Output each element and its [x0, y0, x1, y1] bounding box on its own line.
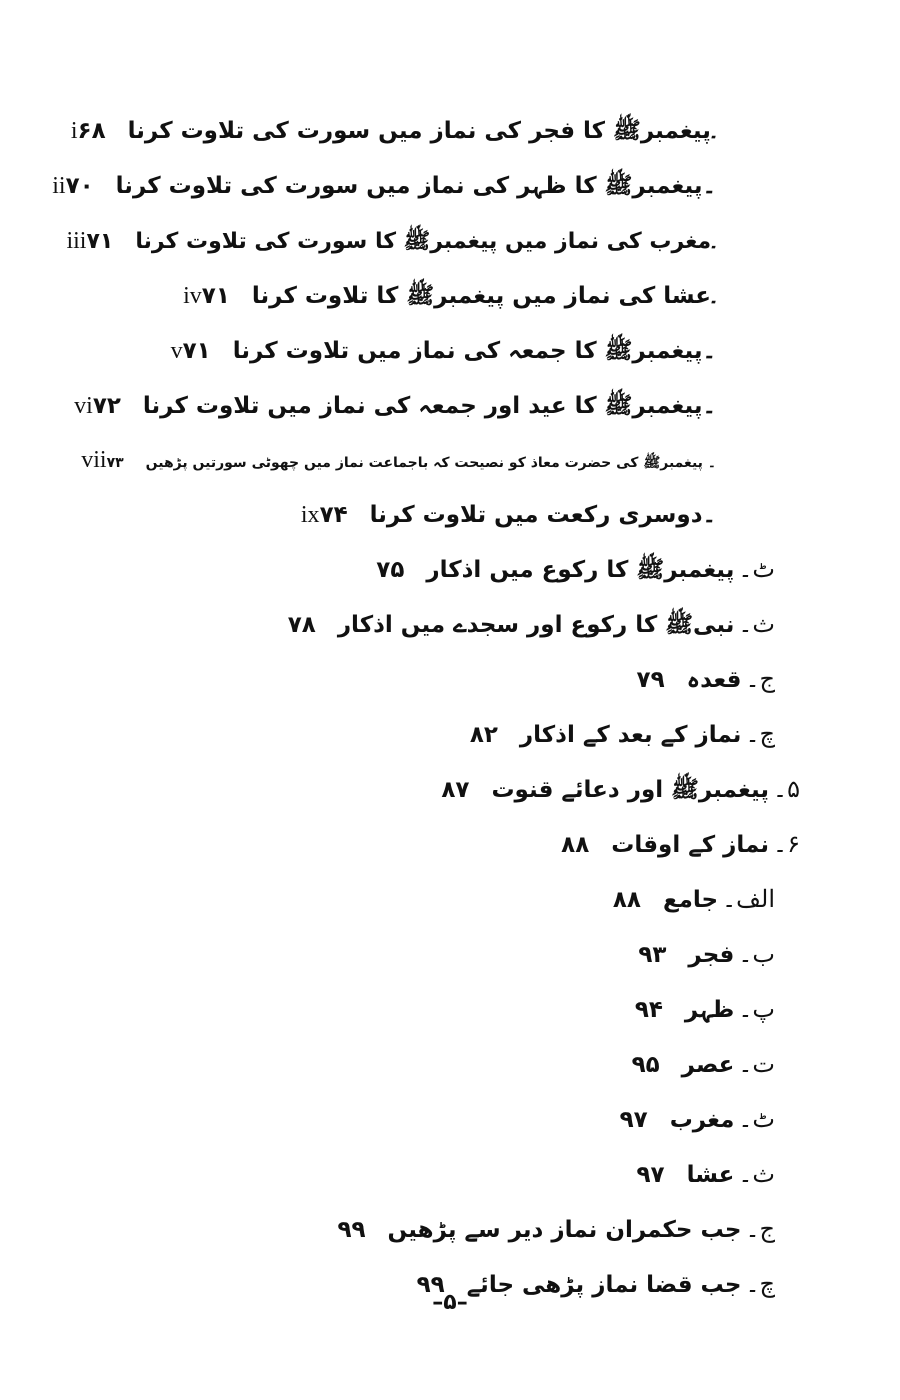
toc-entry-marker: ix: [300, 502, 320, 528]
toc-entry: [620, 1103, 775, 1137]
toc-entry-marker: ت۔: [738, 1052, 775, 1078]
toc-entry-marker: ۶۔: [773, 832, 800, 858]
toc-entry: [637, 663, 775, 697]
toc-entry-marker: vii: [81, 447, 107, 473]
toc-entry-marker: ج۔: [745, 667, 775, 693]
toc-entry-title: قعدہ: [686, 667, 742, 693]
toc-entry: [632, 1048, 775, 1082]
toc-entry-page: ۹۳: [638, 942, 667, 968]
toc-entry-title: ۔پیغمبرﷺ کا فجر کی نماز میں سورت کی تلاوت کرنا: [127, 118, 716, 144]
toc-entry: [337, 1213, 775, 1247]
toc-entry: [613, 883, 775, 917]
toc-entry-page: ۷۲: [92, 393, 121, 419]
toc-entry-title: عشا: [686, 1162, 735, 1188]
toc-entry-page: ۸۲: [469, 722, 498, 748]
toc-entry-title: ۔عشا کی نماز میں پیغمبرﷺ کا تلاوت کرنا: [251, 283, 716, 309]
toc-entry: [71, 114, 720, 148]
toc-entry-marker: vi: [74, 393, 93, 419]
toc-entry-marker: الف۔: [722, 887, 775, 913]
toc-entry-page: ۷۰: [65, 173, 94, 199]
toc-entry-title: نماز کے اوقات: [611, 832, 770, 858]
toc-entry-marker: ٹ۔: [738, 557, 775, 583]
toc-entry-marker: ب۔: [738, 942, 775, 968]
toc-entry-title: فجر: [688, 942, 735, 968]
toc-entry-marker: چ۔: [745, 722, 775, 748]
toc-entry-title: مغرب: [669, 1107, 735, 1133]
toc-entry-page: ۷۹: [636, 667, 665, 693]
toc-entry: [441, 773, 800, 807]
toc-entry: [52, 169, 720, 203]
toc-entry: [637, 1158, 776, 1192]
toc-entry-page: ۹۹: [416, 1272, 445, 1298]
toc-entry-title: عصر: [681, 1052, 735, 1078]
toc-entry: [470, 718, 775, 752]
toc-entry-page: ۷۵: [376, 557, 405, 583]
toc-entry-page: ۸۷: [441, 777, 470, 803]
toc-entry: [288, 608, 775, 642]
toc-entry-title: ۔دوسری رکعت میں تلاوت کرنا: [369, 502, 716, 528]
toc-entry-marker: v: [170, 338, 183, 364]
toc-entry-marker: ج۔: [745, 1217, 775, 1243]
toc-entry-title: جامع: [662, 887, 719, 913]
toc-entry-title: ۔پیغمبرﷺ کا عید اور جمعہ کی نماز میں تلاوت کرنا: [142, 393, 716, 419]
toc-entry-page: ۷۳: [106, 455, 124, 471]
toc-entry-title: ۔پیغمبرﷺ کا جمعہ کی نماز میں تلاوت کرنا: [232, 338, 716, 364]
toc-entry-page: ۹۹: [337, 1217, 366, 1243]
toc-entry: [74, 389, 720, 423]
toc-entry: [81, 443, 720, 477]
toc-entry-page: ۸۸: [561, 832, 590, 858]
page-number-footer: –۵–: [432, 1290, 468, 1315]
toc-entry-marker: ث۔: [738, 612, 775, 638]
toc-entry: [66, 224, 720, 258]
toc-entry-marker: پ۔: [738, 997, 775, 1023]
toc-entry: [561, 828, 800, 862]
toc-entry: [376, 553, 775, 587]
toc-entry-page: ۷۴: [319, 502, 348, 528]
toc-entry: [638, 938, 775, 972]
toc-entry-page: ۶۸: [77, 118, 106, 144]
toc-entry-marker: ii: [52, 173, 66, 199]
toc-entry-marker: ٹ۔: [738, 1107, 775, 1133]
toc-entry-title: ۔ پیغمبرﷺ کی حضرت معاذ کو نصیحت کہ باجماعت نماز میں چھوٹی سورتیں پڑھیں: [145, 455, 716, 471]
toc-entry-title: ۔پیغمبرﷺ کا ظہر کی نماز میں سورت کی تلاوت کرنا: [115, 173, 716, 199]
toc-entry-marker: ۵۔: [773, 777, 800, 803]
toc-entry: [171, 334, 720, 368]
toc-entry-page: ۹۷: [636, 1162, 665, 1188]
toc-entry-title: جب قضا نماز پڑھی جائے: [466, 1272, 742, 1298]
toc-entry-title: نبیﷺ کا رکوع اور سجدے میں اذکار: [337, 612, 735, 638]
toc-entry-page: ۹۴: [634, 997, 663, 1023]
toc-entry-marker: ث۔: [738, 1162, 775, 1188]
toc-entry: [183, 279, 720, 313]
toc-entry-marker: iii: [66, 228, 87, 254]
toc-entry-page: ۷۱: [86, 229, 114, 254]
toc-entry-page: ۹۷: [619, 1107, 648, 1133]
toc-entry-title: جب حکمران نماز دیر سے پڑھیں: [387, 1217, 742, 1243]
toc-entry-marker: iv: [183, 283, 202, 309]
toc-entry-title: پیغمبرﷺ اور دعائے قنوت: [491, 777, 770, 803]
toc-entry-marker: چ۔: [745, 1272, 775, 1298]
toc-entry-page: ۷۸: [287, 612, 316, 638]
toc-entry-marker: i: [70, 118, 78, 144]
toc-entry-page: ۷۱: [201, 283, 230, 309]
toc-entry-title: نماز کے بعد کے اذکار: [519, 722, 742, 748]
toc-entry-title: ظہر: [684, 997, 735, 1023]
toc-entry-title: ۔مغرب کی نماز میں پیغمبرﷺ کا سورت کی تلاوت کرنا: [135, 229, 716, 254]
toc-entry-title: پیغمبرﷺ کا رکوع میں اذکار: [426, 557, 735, 583]
toc-entry: [635, 993, 775, 1027]
toc-entry-page: ۷۱: [182, 338, 211, 364]
toc-entry-page: ۹۵: [631, 1052, 660, 1078]
toc-entry: [301, 498, 720, 532]
toc-entry-page: ۸۸: [612, 887, 641, 913]
